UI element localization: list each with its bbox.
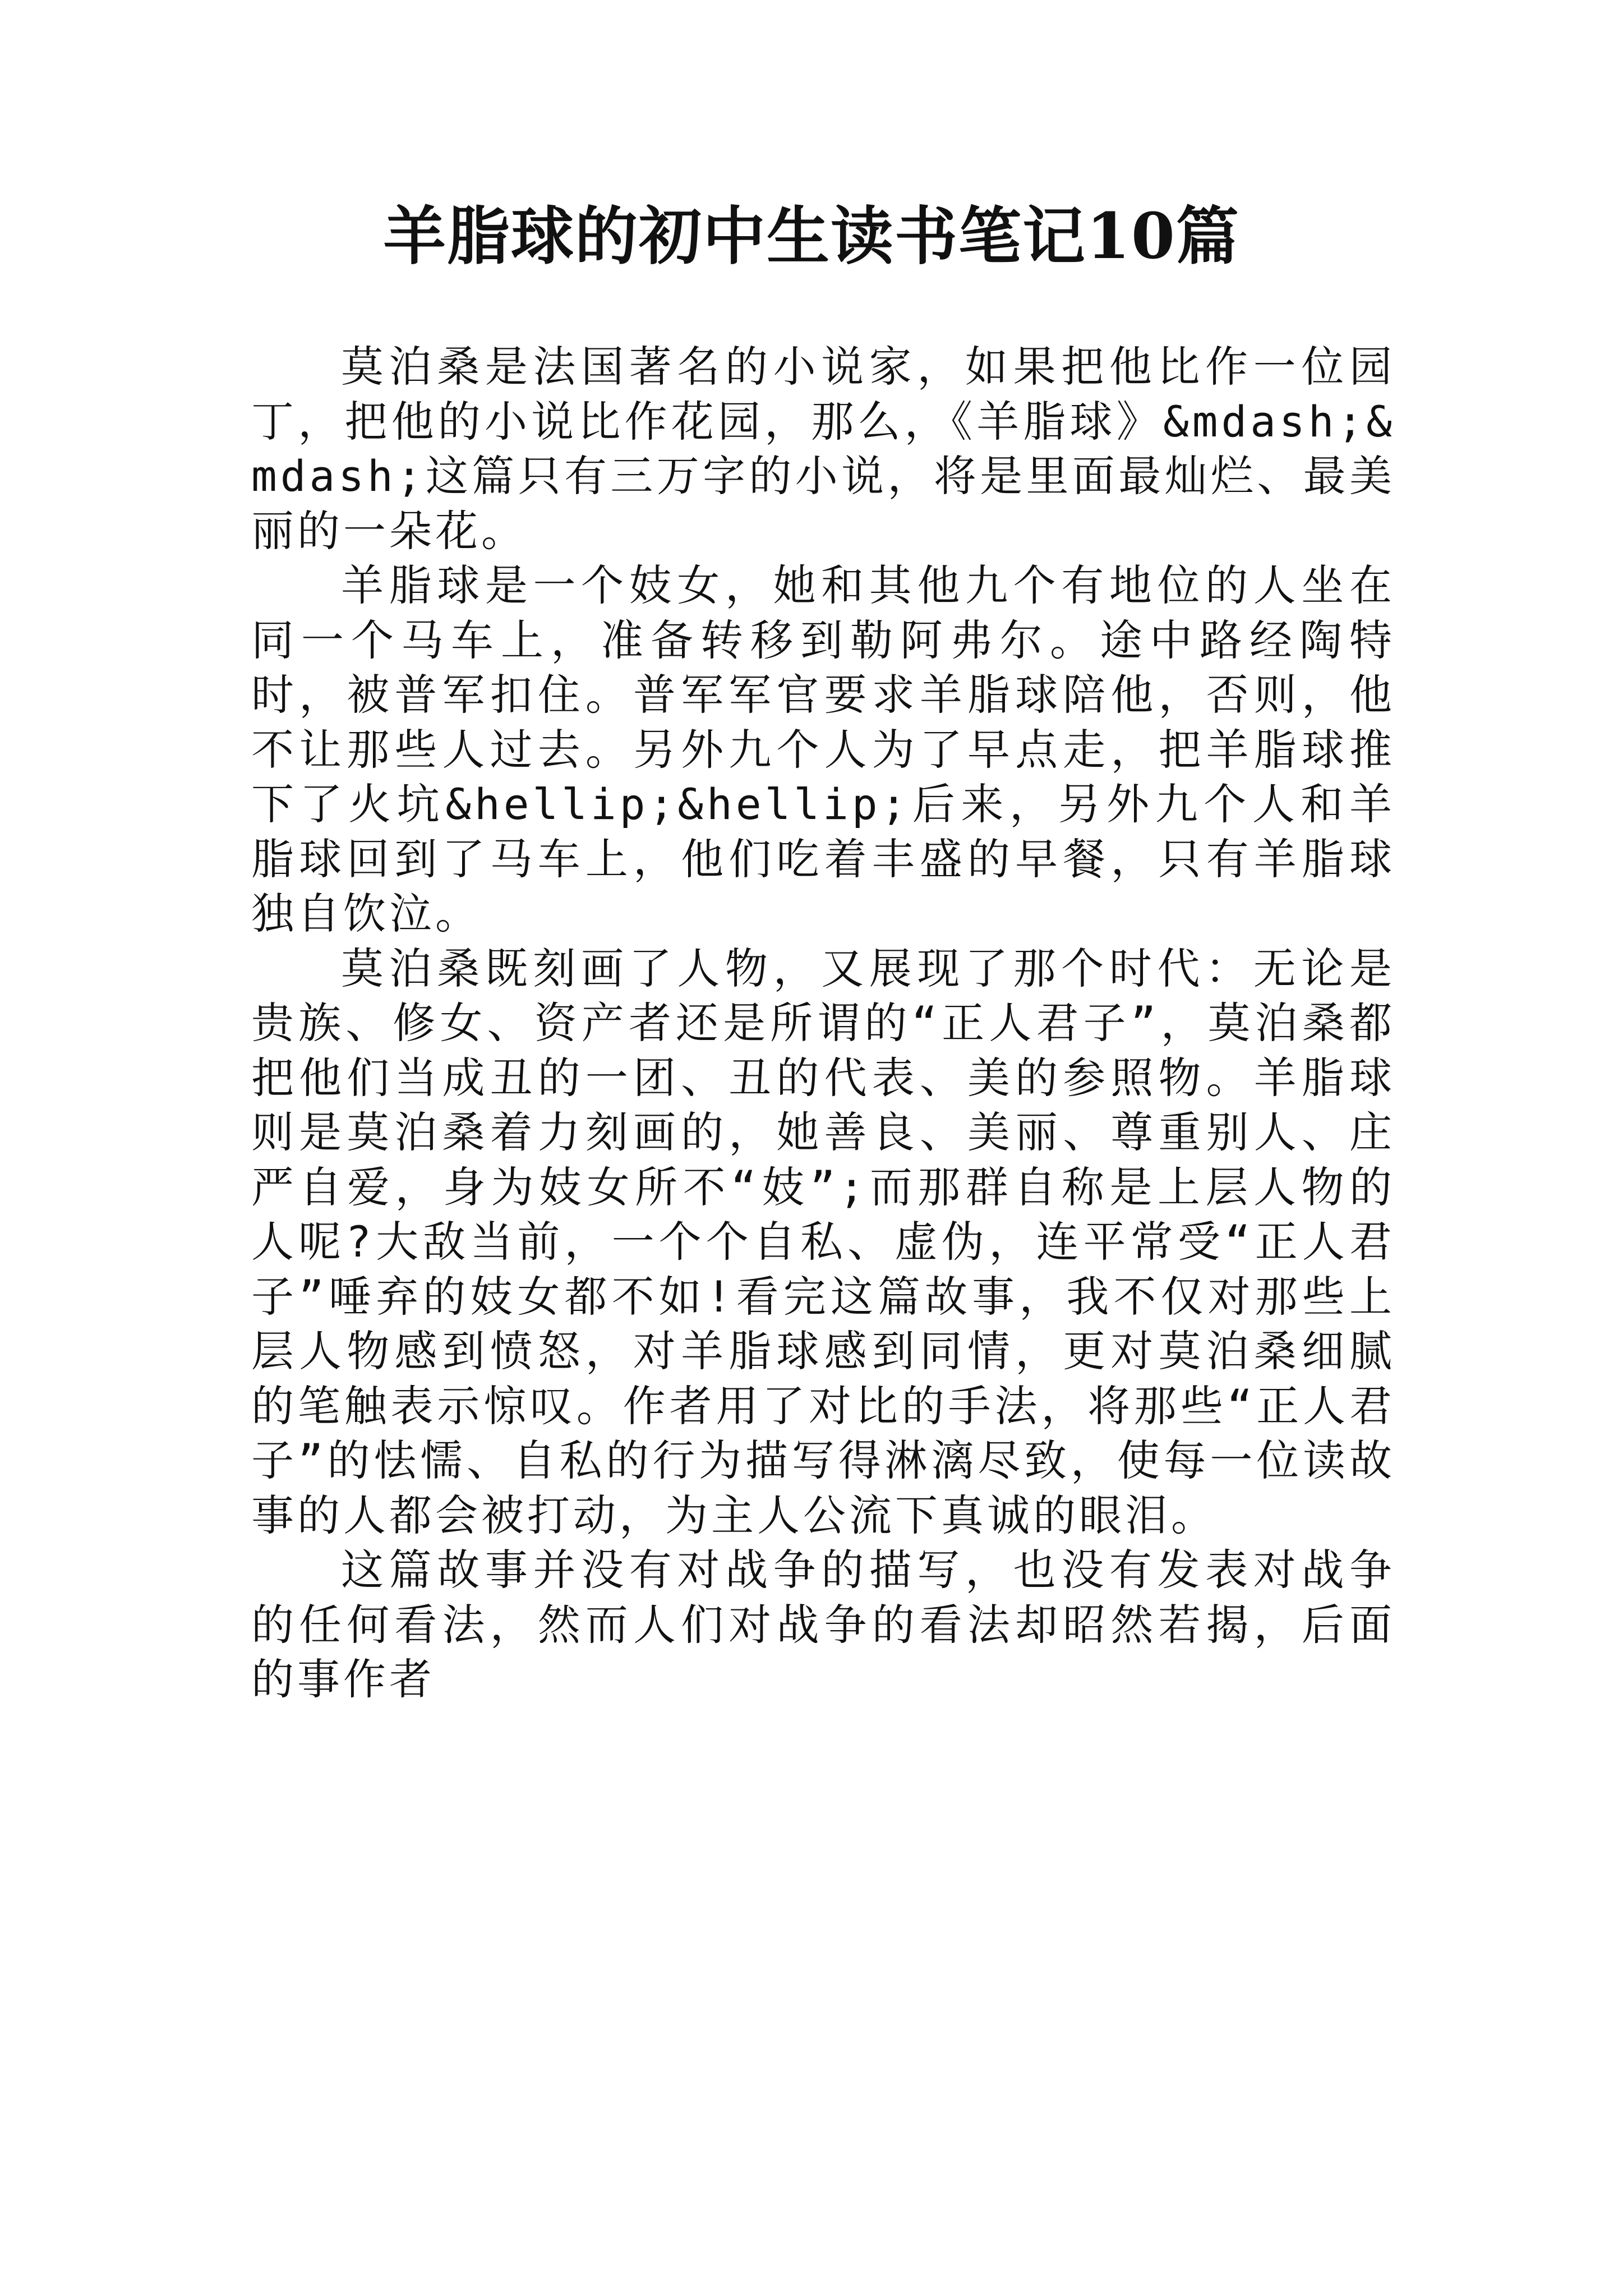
document-title: 羊脂球的初中生读书笔记10篇 bbox=[383, 200, 1240, 273]
document-body bbox=[251, 339, 1395, 1707]
paragraph: 羊脂球是一个妓女，她和其他九个有地位的人坐在同一个马车上，准备转移到勒阿弗尔。途中路经陶特时，被普军扣住。普军军官要求羊脂球陪他，否则，他不让那些人过去。另外九个人为了早点走，把羊脂球推下了火坑&hellip;&hellip;后来，另外九个人和羊脂球回到了马车上，他们吃着丰盛的早餐，只有羊脂球独自饮泣。 bbox=[251, 560, 1395, 938]
paragraph: 莫泊桑既刻画了人物，又展现了那个时代：无论是贵族、修女、资产者还是所谓的“正人君子”，莫泊桑都把他们当成丑的一团、丑的代表、美的参照物。羊脂球则是莫泊桑着力刻画的，她善良、美丽、尊重别人、庄严自爱，身为妓女所不“妓”;而那群自称是上层人物的人呢?大敌当前，一个个自私、虚伪，连平常受“正人君子”唾弃的妓女都不如!看完这篇故事，我不仅对那些上层人物感到愤怒，对羊脂球感到同情，更对莫泊桑细腻的笔触表示惊叹。作者用了对比的手法，将那些“正人君子”的怯懦、自私的行为描写得淋漓尽致，使每一位读故事的人都会被打动，为主人公流下真诚的眼泪。 bbox=[251, 943, 1395, 1540]
paragraph: 这篇故事并没有对战争的描写，也没有发表对战争的任何看法，然而人们对战争的看法却昭然若揭，后面的事作者 bbox=[251, 1545, 1395, 1704]
paragraph: 莫泊桑是法国著名的小说家，如果把他比作一位园丁，把他的小说比作花园，那么，《羊脂球》&mdash;&mdash;这篇只有三万字的小说，将是里面最灿烂、最美丽的一朵花。 bbox=[251, 342, 1395, 556]
